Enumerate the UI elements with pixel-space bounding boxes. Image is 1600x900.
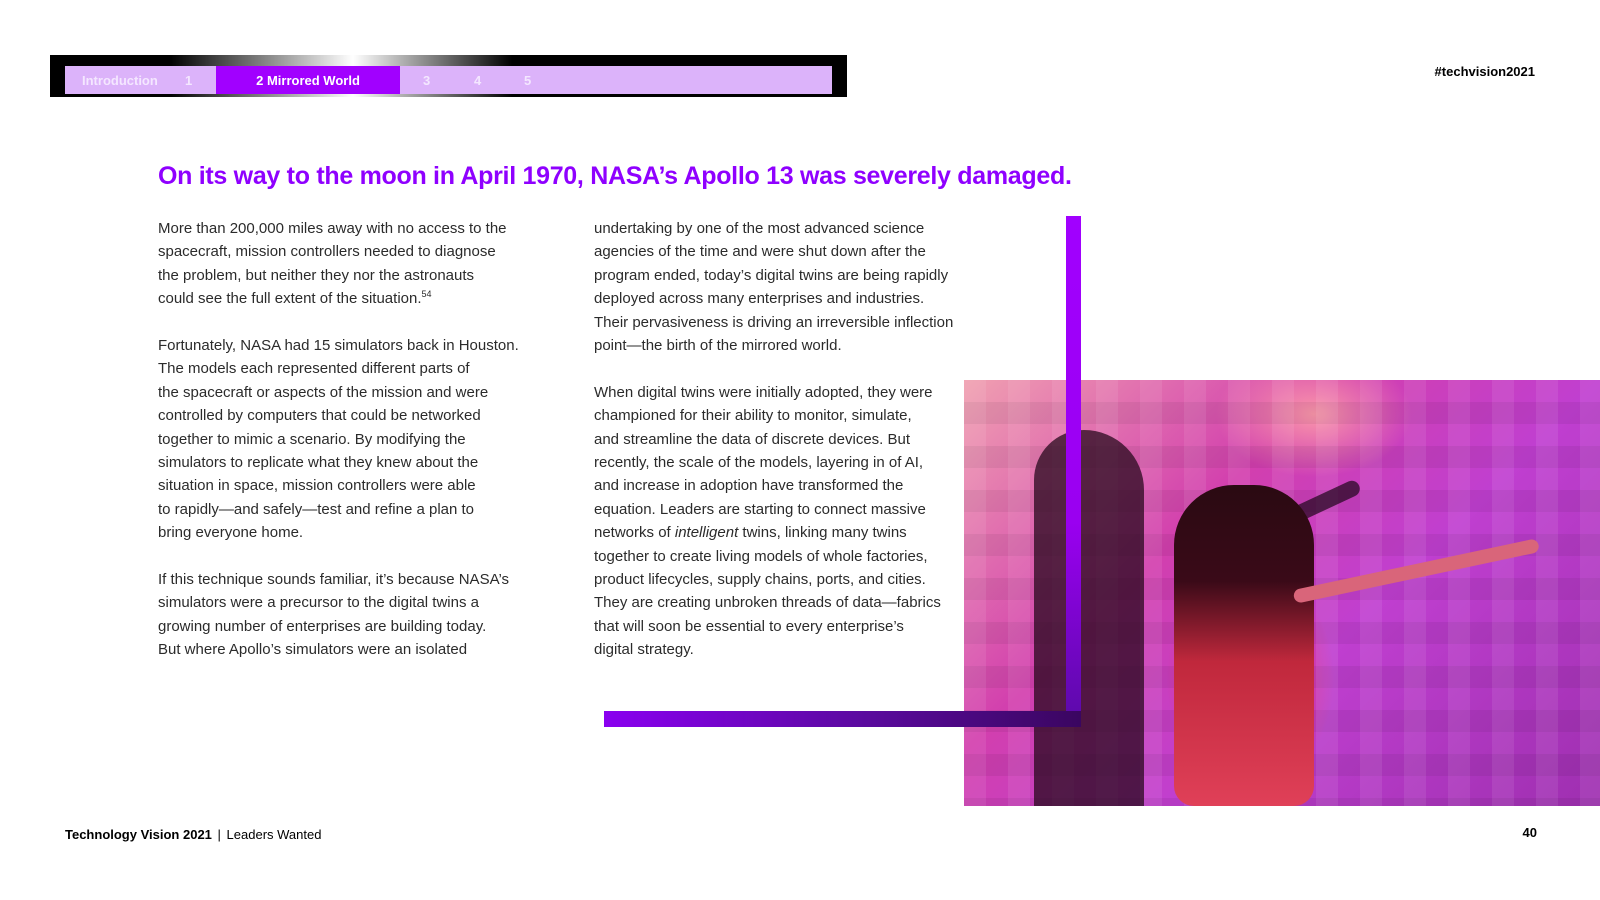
footer-subtitle: Leaders Wanted [226,827,322,842]
footer-title: Technology Vision 2021 [65,827,212,842]
shadow-figure [1034,430,1144,806]
dancer-figure [1174,485,1314,806]
footer [65,827,321,842]
paragraph-text: More than 200,000 miles away with no access to the spacecraft, mission controllers needed to diagnose the problem, but neither they nor the astronauts could see the full extent of the situation. [158,220,507,308]
left-column [158,217,558,685]
nav-item-1[interactable]: 1 [185,72,193,88]
paragraph: undertaking by one of the most advanced science agencies of the time and were shut down after the program ended, today’s digital twins are being rapidly deployed across many enterprises and industries. Their pervasiveness is driving an irreversible inflection point—the birth of the mirrored world. [594,220,954,355]
page-title: On its way to the moon in April 1970, NASA’s Apollo 13 was severely damaged. [158,162,1072,190]
nav-item-2-mirrored-world[interactable]: 2 Mirrored World [216,66,400,94]
paragraph [594,381,994,662]
accent-frame-right [1066,216,1081,727]
nav-item-3[interactable]: 3 [423,72,431,88]
paragraph: Fortunately, NASA had 15 simulators back in Houston. The models each represented different parts of the spacecraft or aspects of the mission and were controlled by computers that could be networked together to mimic a scenario. By modifying the simulators to replicate what they knew about the situation in space, mission controllers were able to rapidly—and safely—test and refine a plan to bring everyone home. [158,337,519,542]
section-nav [65,66,832,94]
dancer-photo [964,380,1600,806]
nav-item-5[interactable]: 5 [524,72,532,88]
nav-item-4[interactable]: 4 [474,72,482,88]
right-column [594,217,994,685]
paragraph [158,217,558,311]
page-number: 40 [1522,825,1537,840]
nav-item-introduction[interactable]: Introduction [82,72,158,88]
footer-separator: | [217,827,221,842]
paragraph: If this technique sounds familiar, it’s because NASA’s simulators were a precursor to the digital twins a growing number of enterprises are building today. But where Apollo’s simulators were an isolated [158,571,510,659]
accent-frame-bottom [604,711,1081,727]
hashtag: #techvision2021 [1434,64,1535,79]
paragraph-text: When digital twins were initially adopted, they were championed for their ability to monitor, simulate, and streamline the data of discrete devices. But recently, the scale of the models, layering in of AI, and increase in adoption have transformed the equation. Leaders are starting to connect massive networks of [594,383,933,542]
paragraph-text: twins, linking many twins together to create living models of whole factories, product lifecycles, supply chains, ports, and cities. They are creating unbroken threads of data—fabrics that will soon be essential to every enterprise’s digital strategy. [594,524,941,659]
footnote-reference[interactable]: 54 [421,289,432,300]
emphasis-text: intelligent [674,524,739,542]
